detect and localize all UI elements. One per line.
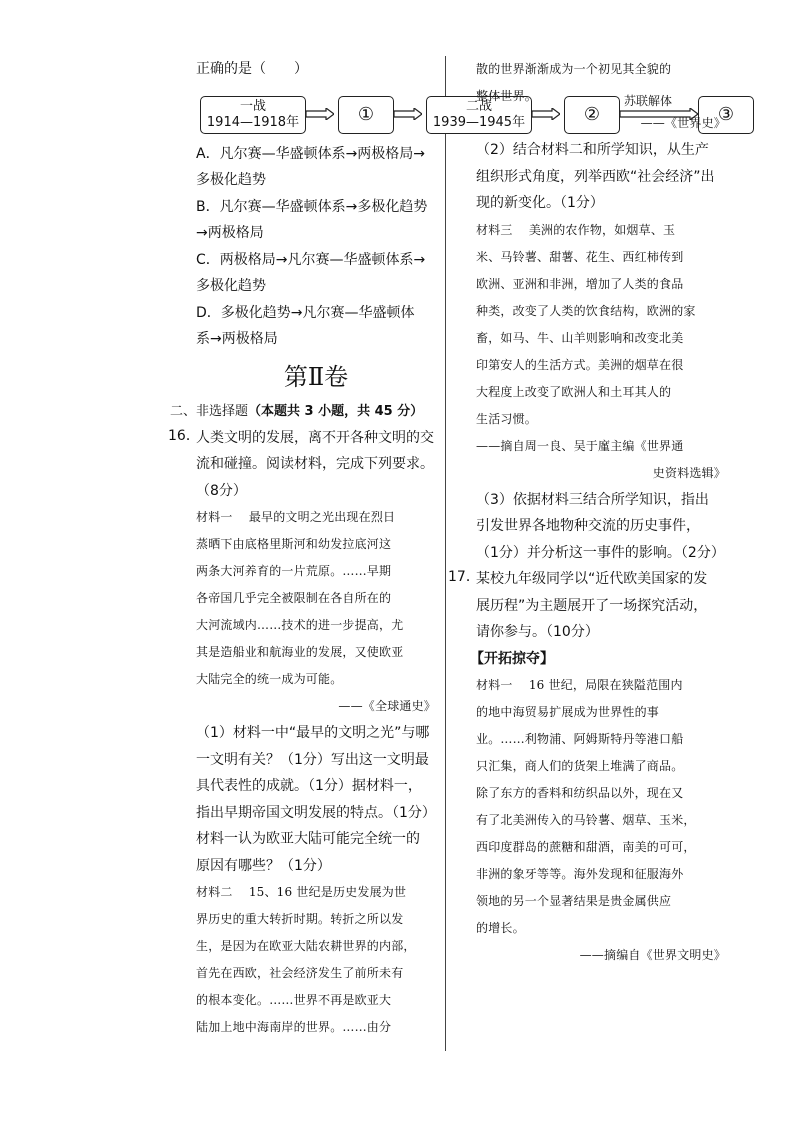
ww2-years: 1939—1945年 [432,115,526,130]
question-stem: 正确的是（ ） [196,61,308,77]
ww2-title: 二战 [465,99,492,114]
option-c: C．两极格局→凡尔赛—华盛顿体系→ 多极化趋势 [196,251,426,294]
circled-one: ① [357,104,375,125]
volume-title: 第Ⅱ卷 [283,362,349,391]
question-17: 17． 某校九年级同学以“近代欧美国家的发 展历程”为主题展开了一场探究活动， 请你参与。（10分） [476,566,726,646]
left-column [168,56,436,1041]
material-source: ——《全球通史》 [338,699,436,713]
question-number: 17． [448,569,480,585]
material-3: 材料三 美洲的农作物，如烟草、玉 米、马铃薯、甜薯、花生、西红柿传到 欧洲、亚洲和非洲，增加了人类的食品 种类，改变了人类的饮食结构，欧洲的家 畜，如马、牛、山羊则影响和改变北美 印第安人的生活方式。美洲的烟草在很 大程度上改变了欧洲人和土耳其人的 生活习惯。 ——摘自周一良、吴于廑主编《世界通 史资料选辑》 [476,222,726,480]
column-divider [445,56,446,1051]
question-16: 16． 人类文明的发展，离不开各种文明的交 流和碰撞。阅读材料，完成下列要求。 （8分） [196,425,436,505]
option-b: B．凡尔赛—华盛顿体系→多极化趋势 →两极格局 [196,198,428,241]
circled-three: ③ [717,104,735,125]
circled-two: ② [583,104,601,125]
material-2-continued: 散的世界渐渐成为一个初见其全貌的 整体世界。 ——《世界史》 [476,56,726,137]
material-source: ——《世界史》 [640,116,726,130]
ww1-title: 一战 [239,99,266,114]
material-source: ——摘自周一良、吴于廑主编《世界通 [476,438,684,453]
option-d: D．多极化趋势→凡尔赛—华盛顿体 系→两极格局 [196,304,415,347]
right-column [448,56,726,969]
section-heading: 二、非选择题（本题共 3 小题，共 45 分） [170,403,424,419]
material-source: ——摘编自《世界文明史》 [579,948,726,962]
material-2: 材料二 15、16 世纪是历史发展为世 界历史的重大转折时期。转折之所以发 生，是因为在欧亚大陆农耕世界的内部， 首先在西欧，社会经济发生了前所未有 的根本变化。……世界不再是欧亚大 陆加上地中海南岸的世界。……由分 [196,885,416,1034]
question-number: 16． [168,427,200,444]
ww1-years: 1914—1918年 [206,115,300,130]
option-a: A．凡尔赛—华盛顿体系→两极格局→ 多极化趋势 [196,145,426,188]
ussr-dissolution-label: 苏联解体 [624,94,673,108]
sub-question-1: （1）材料一中“最早的文明之光”与哪 一文明有关？（1分）写出这一文明最 具代表性的成就。（1分）据材料一， 指出早期帝国文明发展的特点。（1分） 材料一认为欧亚大陆可能完全统一的 原因有哪些？（1分） [196,725,436,874]
sub-question-2: （2）结合材料二和所学知识，从生产 组织形式角度，列举西欧“社会经济”出 现的新变化。（1分） [476,142,715,211]
sub-question-3: （3）依据材料三结合所学知识，指出 引发世界各地物种交流的历史事件， （1分）并分析这一事件的影响。（2分） [476,491,725,561]
material-1: 材料一 最早的文明之光出现在烈日 蒸晒下由底格里斯河和幼发拉底河这 两条大河养育的一片荒原。……早期 各帝国几乎完全被限制在各自所在的 大河流域内……技术的进一步提高，尤 其是造船业和航海业的发展，又使欧亚 大陆完全的统一成为可能。 ——《全球通史》 [196,504,436,720]
material-17-1: 材料一 16 世纪，局限在狭隘范围内 的地中海贸易扩展成为世界性的事 业。……利物浦、阿姆斯特丹等港口船 只汇集，商人们的货架上堆满了商品。 除了东方的香料和纺织品以外，现在又 有了北美洲传入的马铃薯、烟草、玉米， 西印度群岛的蔗糖和甜酒，南美的可可， 非洲的象牙等等。海外发现和征服海外 领地的另一个显著结果是贵金属供应 的增长。 ——摘编自《世界文明史》 [476,672,726,969]
section-subheading: 【开拓掠夺】 [470,650,554,667]
